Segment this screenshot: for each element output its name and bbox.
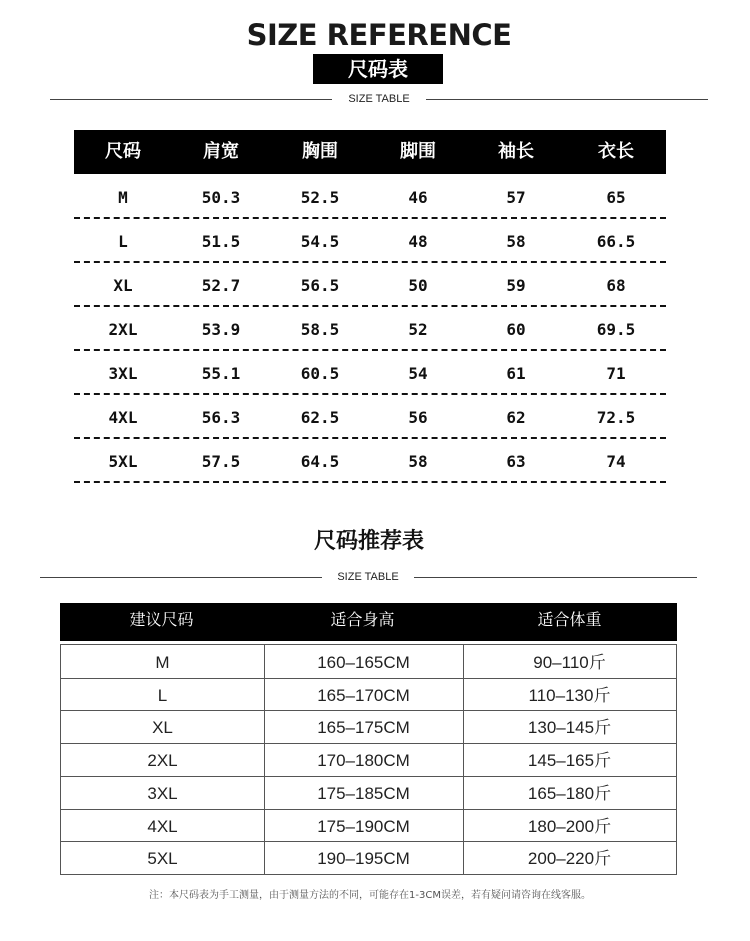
height-range: 175–185CM (317, 784, 410, 803)
recommendation-table-body (60, 644, 677, 875)
measurement-cell: 60 (506, 320, 526, 339)
size-label: M (155, 653, 170, 672)
measurement-cell: 64.5 (300, 452, 340, 471)
weight-range: 90–110斤 (533, 653, 606, 672)
measurement-cell: 74 (606, 452, 626, 471)
measurement-cell: 52.7 (201, 276, 241, 295)
measurement-cell: 56.5 (300, 276, 340, 295)
measurement-cell: 52.5 (300, 188, 340, 207)
weight-range: 165–180斤 (527, 784, 612, 803)
recommendation-title: 尺码推荐表 (313, 528, 424, 554)
measurement-cell: 71 (606, 364, 626, 383)
measurement-cell: 50 (408, 276, 428, 295)
measurement-cell: 48 (408, 232, 428, 251)
divider-left (50, 99, 332, 100)
measurement-cell: 68 (606, 276, 626, 295)
size-label: M (118, 188, 128, 207)
header-cell: 建议尺码 (129, 610, 194, 629)
size-table-header (74, 130, 666, 174)
measurement-cell: 69.5 (596, 320, 636, 339)
size-label: XL (113, 276, 133, 295)
row-divider (74, 305, 666, 307)
divider-left-2 (40, 577, 322, 578)
row-divider (74, 481, 666, 483)
size-label: 2XL (108, 320, 138, 339)
measurement-cell: 55.1 (201, 364, 241, 383)
measurement-cell: 63 (506, 452, 526, 471)
measurement-cell: 53.9 (201, 320, 241, 339)
size-label: 3XL (147, 784, 178, 803)
weight-range: 130–145斤 (527, 718, 612, 737)
table-row (74, 308, 666, 352)
row-divider (74, 261, 666, 263)
measurement-cell: 72.5 (596, 408, 636, 427)
measurement-cell: 56 (408, 408, 428, 427)
size-label: 3XL (108, 364, 138, 383)
measurement-cell: 66.5 (596, 232, 636, 251)
table-row (74, 176, 666, 220)
size-table-caption: SIZE TABLE (348, 93, 410, 105)
row-divider (74, 349, 666, 351)
measurement-cell: 46 (408, 188, 428, 207)
measurement-cell: 54 (408, 364, 428, 383)
measurement-cell: 54.5 (300, 232, 340, 251)
measurement-cell: 60.5 (300, 364, 340, 383)
measurement-cell: 62 (506, 408, 526, 427)
header-cell: 适合身高 (330, 610, 395, 629)
divider-right-2 (414, 577, 697, 578)
height-range: 190–195CM (317, 849, 410, 868)
measurement-cell: 57 (506, 188, 526, 207)
size-label: 5XL (108, 452, 138, 471)
measurement-cell: 51.5 (201, 232, 241, 251)
weight-range: 110–130斤 (528, 686, 611, 705)
size-label: 4XL (108, 408, 138, 427)
page-title: SIZE REFERENCE (246, 18, 512, 52)
measurement-cell: 61 (506, 364, 526, 383)
size-label: L (118, 232, 128, 251)
recommendation-table-header (60, 603, 677, 641)
header-cell: 胸围 (302, 141, 338, 162)
weight-range: 200–220斤 (527, 849, 612, 868)
header-cell: 尺码 (105, 141, 141, 162)
row-divider (74, 217, 666, 219)
size-label: 4XL (147, 817, 178, 836)
header-cell: 衣长 (598, 141, 634, 162)
measurement-cell: 57.5 (201, 452, 241, 471)
size-table-caption-2: SIZE TABLE (337, 571, 399, 583)
table-row (74, 440, 666, 484)
size-label: 2XL (147, 751, 178, 770)
row-divider (74, 393, 666, 395)
measurement-cell: 58.5 (300, 320, 340, 339)
height-range: 160–165CM (317, 653, 410, 672)
weight-range: 145–165斤 (527, 751, 612, 770)
height-range: 170–180CM (317, 751, 410, 770)
table-row (74, 220, 666, 264)
size-label: 5XL (147, 849, 178, 868)
header-cell: 袖长 (498, 141, 534, 162)
measurement-cell: 59 (506, 276, 526, 295)
table-row (74, 264, 666, 308)
height-range: 165–170CM (317, 686, 410, 705)
size-table-subtitle: 尺码表 (313, 54, 443, 84)
header-cell: 适合体重 (537, 610, 602, 629)
header-cell: 肩宽 (203, 141, 239, 162)
footnote: 注：本尺码表为手工测量，由于测量方法的不同，可能存在1-3CM误差，若有疑问请咨询在线客服。 (149, 890, 591, 901)
height-range: 175–190CM (317, 817, 410, 836)
table-row (74, 396, 666, 440)
row-divider (74, 437, 666, 439)
measurement-cell: 58 (408, 452, 428, 471)
weight-range: 180–200斤 (527, 817, 612, 836)
header-cell: 脚围 (400, 141, 436, 162)
measurement-cell: 62.5 (300, 408, 340, 427)
size-label: L (157, 686, 168, 705)
divider-right (426, 99, 708, 100)
table-row (74, 352, 666, 396)
size-label: XL (152, 718, 173, 737)
measurement-cell: 65 (606, 188, 626, 207)
measurement-cell: 50.3 (201, 188, 241, 207)
measurement-cell: 52 (408, 320, 428, 339)
height-range: 165–175CM (317, 718, 410, 737)
measurement-cell: 58 (506, 232, 526, 251)
measurement-cell: 56.3 (201, 408, 241, 427)
